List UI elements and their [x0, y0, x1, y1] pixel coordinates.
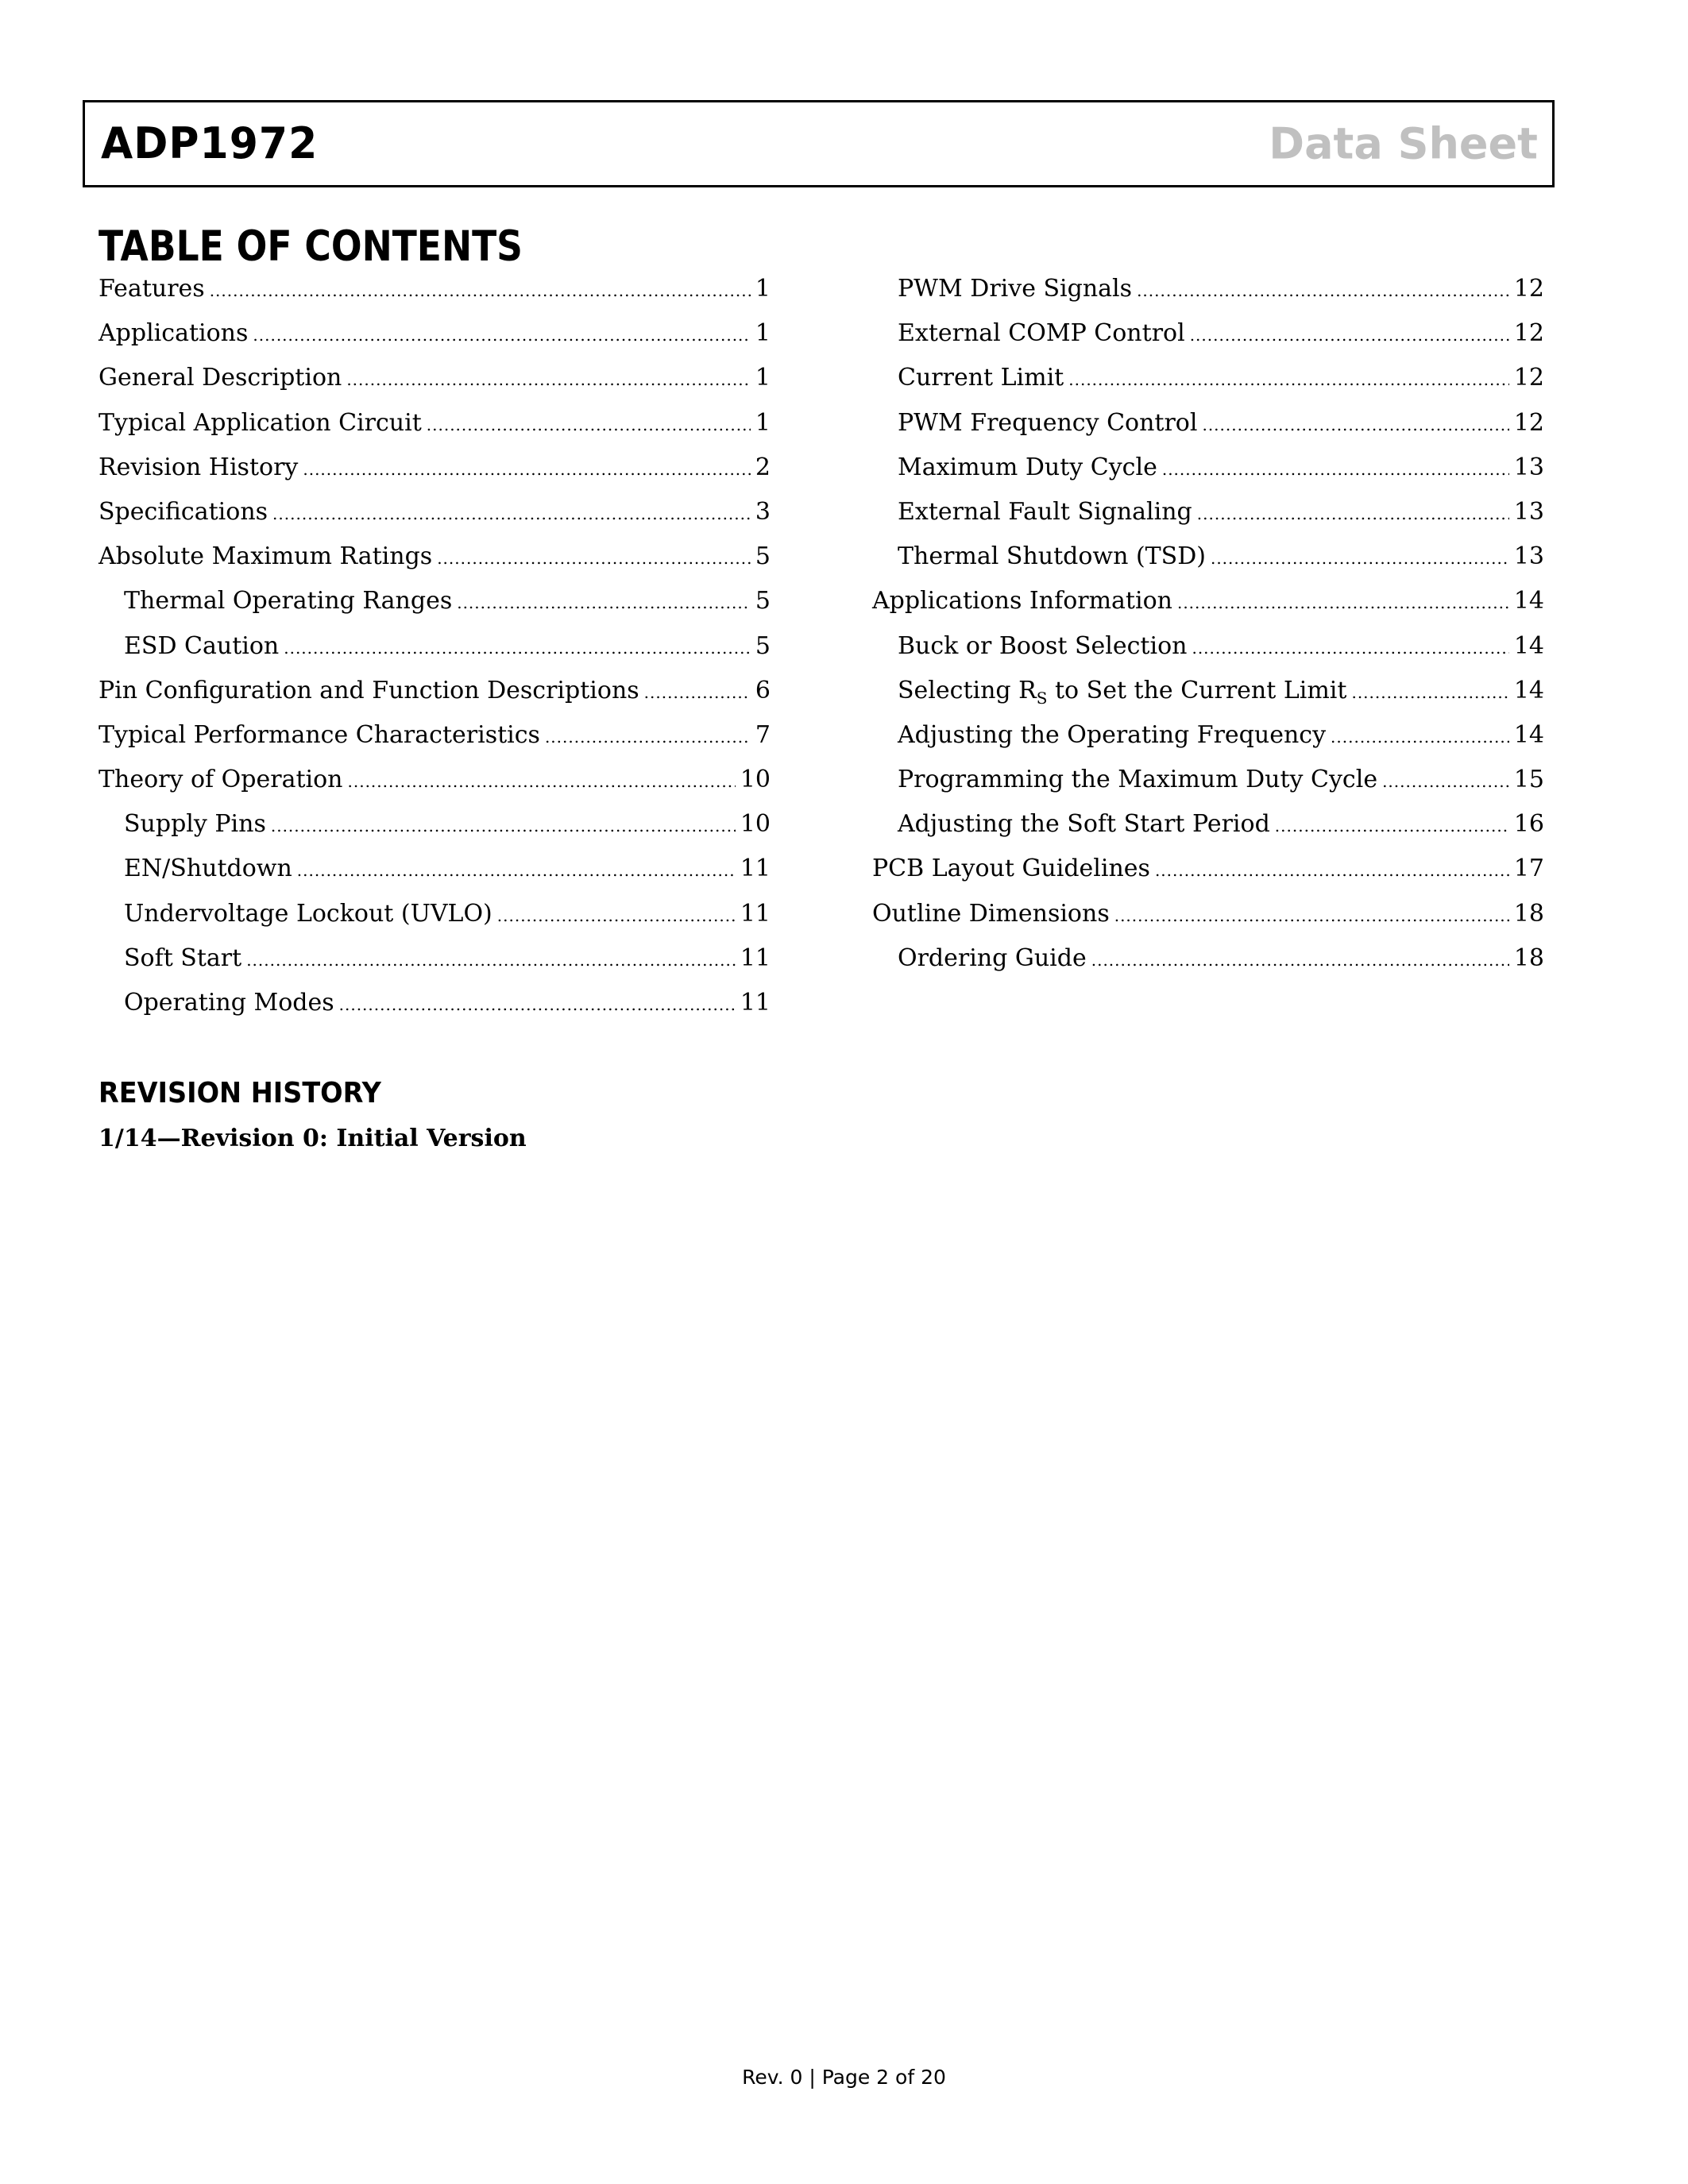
toc-dot-leader: [1192, 626, 1508, 670]
toc-dot-leader: [1190, 313, 1509, 357]
toc-dot-leader: [497, 893, 736, 938]
header-box: [83, 100, 1555, 187]
toc-entry-label: Applications Information: [872, 587, 1172, 615]
toc-dot-leader: [348, 759, 736, 804]
toc-entry-page: 13: [1513, 542, 1544, 571]
toc-entry-page: 6: [755, 676, 771, 704]
toc-entry-page: 1: [755, 319, 771, 348]
toc-entry-label: Typical Application Circuit: [98, 408, 422, 437]
toc-entry-label: External COMP Control: [898, 319, 1185, 348]
toc-entry-label: Supply Pins: [124, 810, 266, 839]
toc-entry[interactable]: [872, 401, 1544, 446]
toc-dot-leader: [246, 938, 736, 982]
document-type: Data Sheet: [1269, 118, 1538, 169]
toc-entry[interactable]: [872, 802, 1544, 847]
toc-entry-page: 7: [755, 720, 771, 749]
toc-dot-leader: [1211, 536, 1509, 581]
toc-entry-page: 18: [1513, 943, 1544, 972]
toc-entry-page: 16: [1513, 810, 1544, 839]
toc-entry[interactable]: [872, 579, 1544, 623]
toc-entry[interactable]: [872, 758, 1544, 802]
toc-dot-leader: [1091, 938, 1509, 982]
toc-entry-page: 10: [740, 810, 771, 839]
toc-dot-leader: [545, 715, 751, 759]
toc-entry-label: Revision History: [98, 453, 299, 481]
toc-dot-leader: [1382, 759, 1509, 804]
toc-dot-leader: [1177, 581, 1509, 625]
toc-entry-page: 15: [1513, 766, 1544, 794]
toc-entry[interactable]: [98, 446, 771, 490]
toc-dot-leader: [284, 626, 751, 670]
toc-entry-label: Thermal Operating Ranges: [124, 587, 453, 615]
toc-dot-leader: [1137, 268, 1509, 313]
toc-entry-label: Undervoltage Lockout (UVLO): [124, 899, 492, 928]
toc-entry-page: 12: [1513, 364, 1544, 392]
toc-entry[interactable]: [98, 490, 771, 534]
revision-history-heading: REVISION HISTORY: [98, 1077, 381, 1109]
toc-dot-leader: [1197, 492, 1509, 536]
toc-entry[interactable]: [98, 311, 771, 356]
toc-entry[interactable]: [872, 713, 1544, 758]
toc-entry-page: 5: [755, 542, 771, 571]
toc-entry[interactable]: [872, 267, 1544, 311]
toc-entry[interactable]: [98, 669, 771, 713]
toc-entry-label: PWM Drive Signals: [898, 275, 1133, 303]
toc-entry[interactable]: [872, 669, 1544, 713]
toc-dot-leader: [1162, 447, 1509, 492]
toc-entry-page: 12: [1513, 408, 1544, 437]
toc-entry-label: Applications: [98, 319, 249, 348]
toc-entry[interactable]: [98, 758, 771, 802]
toc-entry-label: Adjusting the Operating Frequency: [898, 720, 1327, 749]
toc-entry-label: Specifications: [98, 497, 268, 526]
toc-entry[interactable]: [98, 892, 771, 936]
toc-entry-label: Buck or Boost Selection: [898, 631, 1188, 660]
toc-dot-leader: [297, 848, 736, 893]
toc-entry[interactable]: [872, 534, 1544, 579]
toc-right-column: [872, 267, 1544, 981]
page-footer: Rev. 0 | Page 2 of 20: [742, 2066, 946, 2089]
toc-dot-leader: [437, 536, 751, 581]
toc-dot-leader: [644, 670, 751, 715]
toc-entry[interactable]: [872, 311, 1544, 356]
toc-entry[interactable]: [872, 446, 1544, 490]
toc-entry-page: 13: [1513, 453, 1544, 481]
toc-entry-label: Current Limit: [898, 364, 1064, 392]
toc-entry-page: 17: [1513, 855, 1544, 883]
toc-entry[interactable]: [872, 356, 1544, 400]
toc-dot-leader: [303, 447, 751, 492]
toc-entry-label: Theory of Operation: [98, 766, 343, 794]
toc-entry[interactable]: [98, 802, 771, 847]
toc-entry[interactable]: [98, 356, 771, 400]
toc-entry-page: 11: [740, 899, 771, 928]
toc-entry-page: 14: [1513, 720, 1544, 749]
toc-entry-page: 5: [755, 587, 771, 615]
toc-left-column: [98, 267, 771, 1025]
toc-entry[interactable]: [872, 624, 1544, 669]
toc-entry-label: PWM Frequency Control: [898, 408, 1198, 437]
toc-dot-leader: [1155, 848, 1509, 893]
toc-entry-page: 10: [740, 766, 771, 794]
toc-dot-leader: [253, 313, 751, 357]
revision-entry: 1/14—Revision 0: Initial Version: [98, 1125, 527, 1152]
toc-entry-label: General Description: [98, 364, 342, 392]
toc-entry[interactable]: [98, 267, 771, 311]
toc-dot-leader: [271, 804, 736, 848]
toc-dot-leader: [1068, 357, 1509, 402]
toc-entry-page: 3: [755, 497, 771, 526]
toc-entry-page: 14: [1513, 631, 1544, 660]
toc-entry[interactable]: [98, 534, 771, 579]
toc-entry[interactable]: [872, 847, 1544, 891]
toc-entry-page: 11: [740, 943, 771, 972]
toc-dot-leader: [210, 268, 751, 313]
toc-entry-page: 12: [1513, 319, 1544, 348]
toc-entry-label: Operating Modes: [124, 989, 334, 1017]
toc-entry-label: PCB Layout Guidelines: [872, 855, 1150, 883]
toc-title: TABLE OF CONTENTS: [98, 222, 523, 271]
toc-entry-label: Selecting $R_S$ to Set the Current Limit: [898, 676, 1347, 708]
toc-dot-leader: [1275, 804, 1509, 848]
toc-entry[interactable]: [98, 713, 771, 758]
toc-entry[interactable]: [98, 847, 771, 891]
toc-entry-page: 11: [740, 855, 771, 883]
toc-entry-label: Absolute Maximum Ratings: [98, 542, 433, 571]
toc-entry-page: 11: [740, 989, 771, 1017]
toc-dot-leader: [427, 403, 751, 447]
toc-entry[interactable]: [98, 981, 771, 1025]
toc-entry-page: 12: [1513, 275, 1544, 303]
toc-dot-leader: [1331, 715, 1509, 759]
toc-dot-leader: [1351, 670, 1508, 715]
toc-entry[interactable]: [872, 936, 1544, 981]
toc-dot-leader: [272, 492, 751, 536]
toc-entry-page: 13: [1513, 497, 1544, 526]
toc-entry-label: Ordering Guide: [898, 943, 1087, 972]
toc-entry-page: 1: [755, 364, 771, 392]
toc-entry[interactable]: [98, 579, 771, 623]
toc-entry-label: External Fault Signaling: [898, 497, 1192, 526]
toc-entry-page: 1: [755, 408, 771, 437]
toc-entry-page: 5: [755, 631, 771, 660]
toc-entry[interactable]: [872, 892, 1544, 936]
toc-entry-page: 2: [755, 453, 771, 481]
toc-entry[interactable]: [98, 624, 771, 669]
toc-dot-leader: [339, 982, 736, 1027]
toc-entry[interactable]: [98, 401, 771, 446]
toc-dot-leader: [346, 357, 751, 402]
toc-entry-label: Pin Configuration and Function Descriptions: [98, 676, 639, 704]
toc-entry-label: Typical Performance Characteristics: [98, 720, 540, 749]
toc-entry-page: 1: [755, 275, 771, 303]
toc-entry-label: Programming the Maximum Duty Cycle: [898, 766, 1378, 794]
toc-dot-leader: [1202, 403, 1508, 447]
product-name: ADP1972: [101, 118, 319, 169]
toc-entry-page: 14: [1513, 587, 1544, 615]
toc-entry-label: ESD Caution: [124, 631, 280, 660]
toc-dot-leader: [1114, 893, 1509, 938]
toc-entry-label: Thermal Shutdown (TSD): [898, 542, 1206, 571]
toc-entry-page: 14: [1513, 676, 1544, 704]
toc-entry-label: EN/Shutdown: [124, 855, 292, 883]
toc-entry-label: Maximum Duty Cycle: [898, 453, 1157, 481]
toc-entry[interactable]: [98, 936, 771, 981]
toc-entry-page: 18: [1513, 899, 1544, 928]
toc-dot-leader: [457, 581, 751, 625]
toc-entry-label: Adjusting the Soft Start Period: [898, 810, 1270, 839]
toc-entry-label: Soft Start: [124, 943, 242, 972]
toc-entry[interactable]: [872, 490, 1544, 534]
toc-entry-label: Outline Dimensions: [872, 899, 1110, 928]
toc-entry-label: Features: [98, 275, 205, 303]
